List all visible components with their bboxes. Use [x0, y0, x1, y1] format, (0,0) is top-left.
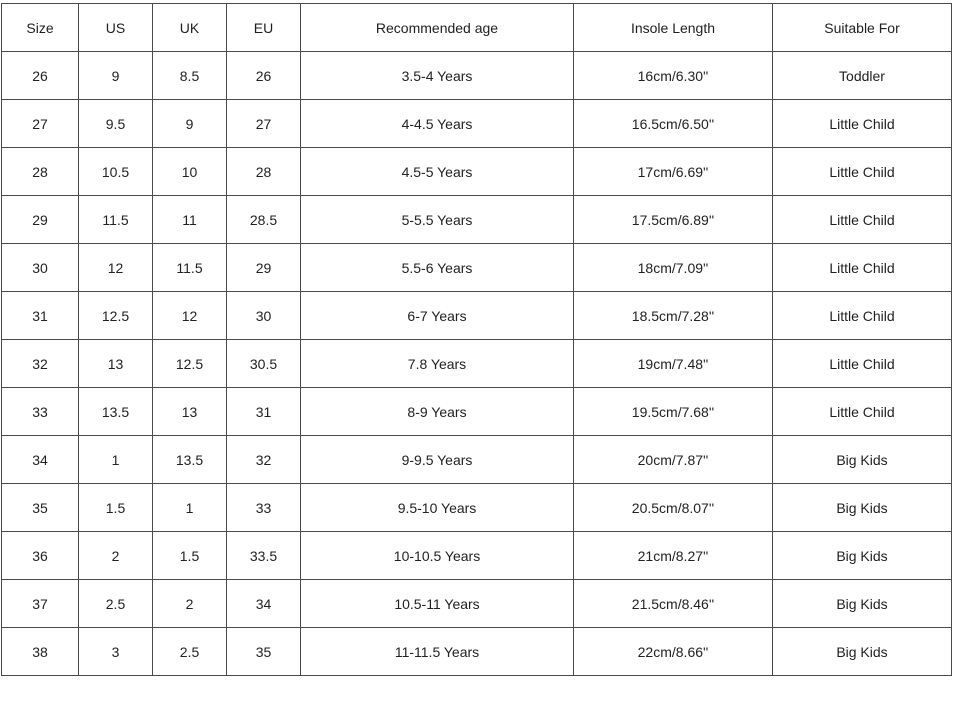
- cell-uk: 11: [153, 196, 227, 244]
- cell-insole-length: 18.5cm/7.28'': [574, 292, 773, 340]
- cell-eu: 27: [227, 100, 301, 148]
- cell-us: 12: [79, 244, 153, 292]
- column-header-eu: EU: [227, 4, 301, 52]
- cell-insole-length: 19cm/7.48'': [574, 340, 773, 388]
- cell-insole-length: 20cm/7.87'': [574, 436, 773, 484]
- cell-us: 2: [79, 532, 153, 580]
- table-row: [2, 580, 952, 628]
- cell-size: 27: [2, 100, 79, 148]
- cell-uk: 11.5: [153, 244, 227, 292]
- cell-recommended-age: 10.5-11 Years: [301, 580, 574, 628]
- cell-uk: 1.5: [153, 532, 227, 580]
- cell-recommended-age: 3.5-4 Years: [301, 52, 574, 100]
- cell-insole-length: 19.5cm/7.68'': [574, 388, 773, 436]
- cell-eu: 29: [227, 244, 301, 292]
- cell-insole-length: 17.5cm/6.89'': [574, 196, 773, 244]
- cell-suitable-for: Big Kids: [773, 628, 952, 676]
- cell-recommended-age: 5.5-6 Years: [301, 244, 574, 292]
- column-header-uk: UK: [153, 4, 227, 52]
- cell-size: 31: [2, 292, 79, 340]
- cell-uk: 12.5: [153, 340, 227, 388]
- cell-suitable-for: Little Child: [773, 340, 952, 388]
- cell-eu: 31: [227, 388, 301, 436]
- cell-recommended-age: 9-9.5 Years: [301, 436, 574, 484]
- cell-eu: 33: [227, 484, 301, 532]
- cell-recommended-age: 6-7 Years: [301, 292, 574, 340]
- table-row: [2, 292, 952, 340]
- cell-us: 11.5: [79, 196, 153, 244]
- table-row: [2, 148, 952, 196]
- cell-us: 9: [79, 52, 153, 100]
- cell-us: 3: [79, 628, 153, 676]
- column-header-recommended-age: Recommended age: [301, 4, 574, 52]
- cell-us: 12.5: [79, 292, 153, 340]
- cell-uk: 8.5: [153, 52, 227, 100]
- cell-recommended-age: 8-9 Years: [301, 388, 574, 436]
- cell-size: 28: [2, 148, 79, 196]
- cell-uk: 13.5: [153, 436, 227, 484]
- cell-uk: 10: [153, 148, 227, 196]
- cell-suitable-for: Little Child: [773, 292, 952, 340]
- cell-suitable-for: Little Child: [773, 196, 952, 244]
- cell-us: 2.5: [79, 580, 153, 628]
- cell-size: 29: [2, 196, 79, 244]
- cell-uk: 9: [153, 100, 227, 148]
- cell-size: 32: [2, 340, 79, 388]
- table-header: [2, 4, 952, 52]
- cell-recommended-age: 4.5-5 Years: [301, 148, 574, 196]
- table-row: [2, 388, 952, 436]
- table-row: [2, 484, 952, 532]
- table-row: [2, 244, 952, 292]
- cell-insole-length: 16cm/6.30'': [574, 52, 773, 100]
- column-header-insole-length: Insole Length: [574, 4, 773, 52]
- cell-suitable-for: Little Child: [773, 244, 952, 292]
- cell-suitable-for: Big Kids: [773, 436, 952, 484]
- cell-suitable-for: Little Child: [773, 388, 952, 436]
- table-body: [2, 52, 952, 676]
- header-row: [2, 4, 952, 52]
- cell-insole-length: 22cm/8.66'': [574, 628, 773, 676]
- cell-size: 26: [2, 52, 79, 100]
- cell-suitable-for: Toddler: [773, 52, 952, 100]
- cell-size: 33: [2, 388, 79, 436]
- cell-eu: 30: [227, 292, 301, 340]
- cell-us: 13: [79, 340, 153, 388]
- cell-uk: 12: [153, 292, 227, 340]
- cell-eu: 28: [227, 148, 301, 196]
- table-row: [2, 52, 952, 100]
- column-header-us: US: [79, 4, 153, 52]
- cell-insole-length: 18cm/7.09'': [574, 244, 773, 292]
- cell-uk: 2.5: [153, 628, 227, 676]
- cell-recommended-age: 4-4.5 Years: [301, 100, 574, 148]
- table-row: [2, 436, 952, 484]
- cell-us: 10.5: [79, 148, 153, 196]
- cell-recommended-age: 10-10.5 Years: [301, 532, 574, 580]
- cell-us: 1.5: [79, 484, 153, 532]
- cell-us: 13.5: [79, 388, 153, 436]
- cell-insole-length: 17cm/6.69'': [574, 148, 773, 196]
- cell-recommended-age: 11-11.5 Years: [301, 628, 574, 676]
- column-header-size: Size: [2, 4, 79, 52]
- cell-recommended-age: 9.5-10 Years: [301, 484, 574, 532]
- table-row: [2, 100, 952, 148]
- column-header-suitable-for: Suitable For: [773, 4, 952, 52]
- cell-eu: 26: [227, 52, 301, 100]
- table-row: [2, 628, 952, 676]
- table-row: [2, 196, 952, 244]
- cell-eu: 32: [227, 436, 301, 484]
- cell-us: 9.5: [79, 100, 153, 148]
- cell-size: 38: [2, 628, 79, 676]
- cell-eu: 35: [227, 628, 301, 676]
- cell-insole-length: 16.5cm/6.50'': [574, 100, 773, 148]
- cell-suitable-for: Little Child: [773, 100, 952, 148]
- cell-suitable-for: Little Child: [773, 148, 952, 196]
- cell-size: 35: [2, 484, 79, 532]
- cell-us: 1: [79, 436, 153, 484]
- cell-uk: 1: [153, 484, 227, 532]
- cell-insole-length: 21cm/8.27'': [574, 532, 773, 580]
- table-row: [2, 340, 952, 388]
- table-row: [2, 532, 952, 580]
- cell-size: 37: [2, 580, 79, 628]
- cell-eu: 30.5: [227, 340, 301, 388]
- size-chart-table: [1, 3, 952, 676]
- cell-uk: 2: [153, 580, 227, 628]
- cell-size: 36: [2, 532, 79, 580]
- cell-size: 30: [2, 244, 79, 292]
- cell-insole-length: 21.5cm/8.46'': [574, 580, 773, 628]
- cell-recommended-age: 5-5.5 Years: [301, 196, 574, 244]
- cell-eu: 28.5: [227, 196, 301, 244]
- cell-suitable-for: Big Kids: [773, 580, 952, 628]
- cell-suitable-for: Big Kids: [773, 532, 952, 580]
- cell-eu: 33.5: [227, 532, 301, 580]
- cell-insole-length: 20.5cm/8.07'': [574, 484, 773, 532]
- cell-recommended-age: 7.8 Years: [301, 340, 574, 388]
- cell-eu: 34: [227, 580, 301, 628]
- cell-uk: 13: [153, 388, 227, 436]
- cell-size: 34: [2, 436, 79, 484]
- cell-suitable-for: Big Kids: [773, 484, 952, 532]
